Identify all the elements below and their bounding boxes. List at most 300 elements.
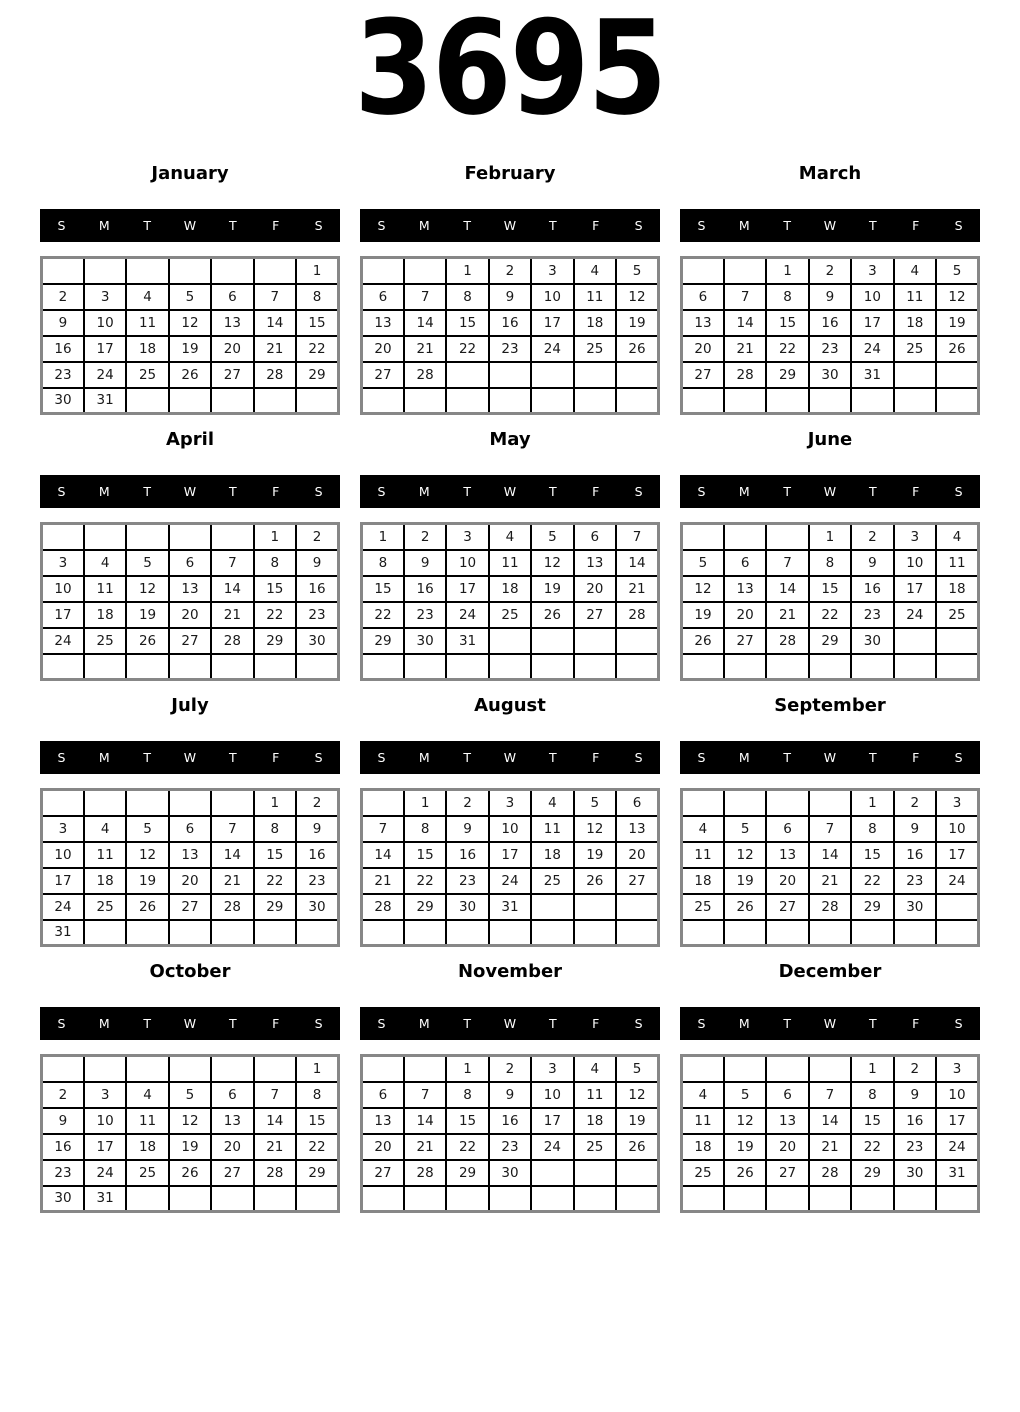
day-cell: 20: [211, 336, 253, 362]
day-cell: 9: [489, 284, 531, 310]
weekday-header: [360, 209, 660, 242]
day-cell: 17: [936, 842, 978, 868]
month-days-body: [362, 790, 659, 946]
day-cell: 29: [766, 362, 808, 388]
day-cell: 19: [169, 1134, 211, 1160]
weekday-label: F: [272, 484, 280, 499]
day-cell: 28: [766, 628, 808, 654]
empty-day-cell: [169, 920, 211, 946]
weekday-label: W: [503, 218, 517, 233]
day-cell: 1: [254, 790, 296, 816]
day-cell: 10: [84, 1108, 126, 1134]
month-block-august: [360, 696, 660, 947]
day-cell: 5: [126, 550, 168, 576]
weekday-label: S: [697, 1016, 706, 1031]
day-cell: 3: [489, 790, 531, 816]
day-cell: 20: [211, 1134, 253, 1160]
weekday-label: S: [697, 218, 706, 233]
day-cell: 9: [894, 816, 936, 842]
day-cell: 24: [84, 1160, 126, 1186]
week-row: [362, 790, 659, 816]
week-row: [682, 868, 979, 894]
day-cell: 26: [724, 1160, 766, 1186]
day-cell: 22: [296, 1134, 338, 1160]
day-cell: 20: [574, 576, 616, 602]
empty-day-cell: [766, 654, 808, 680]
weekday-label: F: [272, 1016, 280, 1031]
empty-day-cell: [169, 654, 211, 680]
empty-day-cell: [936, 920, 978, 946]
day-cell: 16: [296, 842, 338, 868]
weekday-label: T: [869, 750, 877, 765]
day-cell: 8: [766, 284, 808, 310]
empty-day-cell: [894, 388, 936, 414]
weekday-label: W: [503, 484, 517, 499]
day-cell: 9: [404, 550, 446, 576]
day-cell: 23: [42, 362, 84, 388]
day-cell: 15: [851, 1108, 893, 1134]
day-cell: 25: [936, 602, 978, 628]
day-cell: 21: [766, 602, 808, 628]
empty-day-cell: [766, 388, 808, 414]
day-cell: 11: [489, 550, 531, 576]
empty-day-cell: [616, 654, 658, 680]
week-row: [42, 628, 339, 654]
week-row: [42, 654, 339, 680]
day-cell: 11: [126, 310, 168, 336]
day-cell: 4: [489, 524, 531, 550]
day-cell: 31: [851, 362, 893, 388]
day-cell: 31: [84, 1186, 126, 1212]
day-cell: 13: [574, 550, 616, 576]
empty-day-cell: [254, 654, 296, 680]
day-cell: 10: [489, 816, 531, 842]
day-cell: 6: [362, 284, 404, 310]
day-cell: 12: [724, 1108, 766, 1134]
day-cell: 15: [254, 576, 296, 602]
day-cell: 15: [446, 1108, 488, 1134]
day-cell: 12: [574, 816, 616, 842]
weekday-label: S: [377, 218, 386, 233]
day-cell: 6: [574, 524, 616, 550]
empty-day-cell: [211, 1056, 253, 1082]
weekday-header: [40, 741, 340, 774]
day-cell: 29: [851, 1160, 893, 1186]
month-title: July: [171, 695, 209, 716]
day-cell: 2: [42, 284, 84, 310]
empty-day-cell: [126, 388, 168, 414]
day-cell: 22: [446, 336, 488, 362]
day-cell: 7: [404, 284, 446, 310]
empty-day-cell: [724, 388, 766, 414]
day-cell: 1: [851, 1056, 893, 1082]
week-row: [682, 524, 979, 550]
day-cell: 16: [296, 576, 338, 602]
empty-day-cell: [574, 388, 616, 414]
weekday-label: M: [738, 218, 750, 233]
day-cell: 23: [404, 602, 446, 628]
month-days-body: [682, 1056, 979, 1212]
weekday-label: W: [823, 484, 837, 499]
day-cell: 4: [84, 550, 126, 576]
weekday-label: F: [272, 218, 280, 233]
day-cell: 21: [809, 868, 851, 894]
month-block-january: [40, 164, 340, 415]
day-cell: 22: [254, 868, 296, 894]
week-row: [682, 602, 979, 628]
day-cell: 10: [531, 1082, 573, 1108]
day-cell: 23: [809, 336, 851, 362]
weekday-label: M: [738, 750, 750, 765]
empty-day-cell: [616, 628, 658, 654]
months-grid: [0, 164, 1020, 1228]
week-row: [682, 842, 979, 868]
day-cell: 14: [254, 310, 296, 336]
day-cell: 8: [851, 1082, 893, 1108]
day-cell: 12: [126, 842, 168, 868]
week-row: [362, 1160, 659, 1186]
month-title: November: [457, 961, 563, 982]
weekday-label: S: [57, 484, 66, 499]
weekday-label: M: [98, 218, 110, 233]
day-cell: 6: [766, 1082, 808, 1108]
day-cell: 8: [296, 284, 338, 310]
day-cell: 26: [169, 1160, 211, 1186]
day-cell: 21: [254, 1134, 296, 1160]
day-cell: 13: [724, 576, 766, 602]
empty-day-cell: [724, 524, 766, 550]
day-cell: 18: [84, 868, 126, 894]
day-cell: 21: [404, 1134, 446, 1160]
weekday-label: S: [634, 750, 643, 765]
day-cell: 4: [894, 258, 936, 284]
empty-day-cell: [446, 362, 488, 388]
month-days-body: [362, 524, 659, 680]
day-cell: 17: [531, 1108, 573, 1134]
day-cell: 15: [446, 310, 488, 336]
empty-day-cell: [362, 388, 404, 414]
day-cell: 18: [84, 602, 126, 628]
month-title: August: [474, 695, 546, 716]
day-cell: 23: [296, 602, 338, 628]
day-cell: 17: [446, 576, 488, 602]
weekday-label: T: [549, 1016, 557, 1031]
day-cell: 16: [446, 842, 488, 868]
week-row: [362, 576, 659, 602]
weekday-label: S: [314, 484, 323, 499]
empty-day-cell: [766, 524, 808, 550]
month-block-march: [680, 164, 980, 415]
weekday-label: W: [183, 218, 197, 233]
day-cell: 14: [404, 310, 446, 336]
day-cell: 21: [724, 336, 766, 362]
day-cell: 24: [446, 602, 488, 628]
week-row: [362, 1108, 659, 1134]
day-cell: 22: [446, 1134, 488, 1160]
week-row: [682, 790, 979, 816]
day-cell: 3: [531, 258, 573, 284]
day-cell: 6: [616, 790, 658, 816]
day-cell: 10: [894, 550, 936, 576]
day-cell: 18: [126, 1134, 168, 1160]
empty-day-cell: [404, 1186, 446, 1212]
empty-day-cell: [574, 628, 616, 654]
empty-day-cell: [682, 258, 724, 284]
weekday-label: S: [634, 218, 643, 233]
day-cell: 24: [42, 894, 84, 920]
week-row: [42, 362, 339, 388]
month-days-table: [40, 788, 340, 947]
day-cell: 12: [616, 284, 658, 310]
empty-day-cell: [936, 388, 978, 414]
day-cell: 23: [851, 602, 893, 628]
month-block-december: [680, 962, 980, 1213]
day-cell: 11: [682, 842, 724, 868]
day-cell: 13: [169, 842, 211, 868]
week-row: [362, 1134, 659, 1160]
empty-day-cell: [936, 654, 978, 680]
month-days-body: [682, 258, 979, 414]
empty-day-cell: [894, 362, 936, 388]
day-cell: 18: [682, 1134, 724, 1160]
day-cell: 26: [724, 894, 766, 920]
weekday-label: T: [229, 750, 237, 765]
empty-day-cell: [211, 388, 253, 414]
day-cell: 21: [211, 602, 253, 628]
month-days-table: [360, 522, 660, 681]
weekday-label: T: [549, 218, 557, 233]
weekday-label: W: [503, 750, 517, 765]
day-cell: 18: [489, 576, 531, 602]
empty-day-cell: [809, 920, 851, 946]
empty-day-cell: [724, 1056, 766, 1082]
empty-day-cell: [531, 654, 573, 680]
empty-day-cell: [682, 654, 724, 680]
weekday-header: [680, 209, 980, 242]
day-cell: 23: [489, 336, 531, 362]
empty-day-cell: [531, 894, 573, 920]
month-days-body: [362, 1056, 659, 1212]
weekday-header: [680, 741, 980, 774]
day-cell: 30: [404, 628, 446, 654]
day-cell: 1: [296, 1056, 338, 1082]
day-cell: 7: [766, 550, 808, 576]
day-cell: 25: [489, 602, 531, 628]
day-cell: 5: [682, 550, 724, 576]
week-row: [362, 388, 659, 414]
day-cell: 5: [169, 1082, 211, 1108]
weekday-label: F: [912, 750, 920, 765]
empty-day-cell: [809, 654, 851, 680]
week-row: [682, 336, 979, 362]
empty-day-cell: [254, 388, 296, 414]
day-cell: 27: [211, 1160, 253, 1186]
week-row: [682, 894, 979, 920]
day-cell: 30: [851, 628, 893, 654]
empty-day-cell: [531, 1186, 573, 1212]
day-cell: 17: [894, 576, 936, 602]
week-row: [42, 310, 339, 336]
day-cell: 6: [724, 550, 766, 576]
day-cell: 19: [169, 336, 211, 362]
month-block-november: [360, 962, 660, 1213]
day-cell: 28: [211, 628, 253, 654]
day-cell: 15: [362, 576, 404, 602]
month-days-body: [682, 524, 979, 680]
day-cell: 5: [724, 1082, 766, 1108]
weekday-header: [40, 1007, 340, 1040]
week-row: [682, 576, 979, 602]
week-row: [682, 284, 979, 310]
day-cell: 16: [404, 576, 446, 602]
day-cell: 16: [42, 336, 84, 362]
day-cell: 11: [682, 1108, 724, 1134]
day-cell: 15: [404, 842, 446, 868]
day-cell: 17: [531, 310, 573, 336]
empty-day-cell: [531, 1160, 573, 1186]
empty-day-cell: [169, 790, 211, 816]
empty-day-cell: [42, 1056, 84, 1082]
month-days-body: [682, 790, 979, 946]
weekday-label: T: [869, 484, 877, 499]
empty-day-cell: [809, 790, 851, 816]
day-cell: 7: [724, 284, 766, 310]
day-cell: 25: [84, 628, 126, 654]
day-cell: 12: [936, 284, 978, 310]
day-cell: 3: [531, 1056, 573, 1082]
day-cell: 6: [169, 816, 211, 842]
week-row: [682, 1108, 979, 1134]
day-cell: 22: [851, 868, 893, 894]
week-row: [362, 362, 659, 388]
day-cell: 7: [809, 816, 851, 842]
empty-day-cell: [211, 524, 253, 550]
empty-day-cell: [211, 1186, 253, 1212]
day-cell: 10: [42, 842, 84, 868]
week-row: [362, 1082, 659, 1108]
month-days-table: [680, 256, 980, 415]
day-cell: 30: [894, 894, 936, 920]
day-cell: 27: [362, 362, 404, 388]
empty-day-cell: [446, 388, 488, 414]
day-cell: 25: [126, 1160, 168, 1186]
day-cell: 3: [894, 524, 936, 550]
month-title: September: [774, 695, 886, 716]
day-cell: 29: [851, 894, 893, 920]
day-cell: 3: [446, 524, 488, 550]
week-row: [42, 1082, 339, 1108]
week-row: [362, 336, 659, 362]
empty-day-cell: [851, 1186, 893, 1212]
day-cell: 4: [84, 816, 126, 842]
week-row: [42, 388, 339, 414]
week-row: [682, 1134, 979, 1160]
day-cell: 24: [489, 868, 531, 894]
day-cell: 24: [531, 336, 573, 362]
day-cell: 4: [936, 524, 978, 550]
month-days-table: [680, 1054, 980, 1213]
empty-day-cell: [489, 1186, 531, 1212]
empty-day-cell: [936, 362, 978, 388]
day-cell: 25: [574, 1134, 616, 1160]
day-cell: 10: [84, 310, 126, 336]
day-cell: 29: [446, 1160, 488, 1186]
day-cell: 20: [766, 1134, 808, 1160]
day-cell: 13: [362, 310, 404, 336]
empty-day-cell: [682, 1186, 724, 1212]
empty-day-cell: [682, 1056, 724, 1082]
weekday-header: [360, 475, 660, 508]
day-cell: 29: [254, 628, 296, 654]
empty-day-cell: [936, 628, 978, 654]
day-cell: 26: [574, 868, 616, 894]
day-cell: 28: [362, 894, 404, 920]
day-cell: 12: [169, 310, 211, 336]
day-cell: 19: [724, 868, 766, 894]
empty-day-cell: [84, 790, 126, 816]
week-row: [682, 654, 979, 680]
month-days-table: [40, 1054, 340, 1213]
day-cell: 3: [84, 284, 126, 310]
day-cell: 28: [404, 1160, 446, 1186]
day-cell: 4: [682, 1082, 724, 1108]
day-cell: 22: [296, 336, 338, 362]
day-cell: 4: [574, 258, 616, 284]
weekday-label: S: [954, 750, 963, 765]
day-cell: 19: [616, 1108, 658, 1134]
weekday-label: T: [783, 484, 791, 499]
day-cell: 25: [531, 868, 573, 894]
empty-day-cell: [574, 362, 616, 388]
day-cell: 1: [404, 790, 446, 816]
day-cell: 23: [296, 868, 338, 894]
day-cell: 27: [724, 628, 766, 654]
day-cell: 12: [682, 576, 724, 602]
empty-day-cell: [254, 258, 296, 284]
day-cell: 21: [404, 336, 446, 362]
week-row: [42, 1056, 339, 1082]
day-cell: 19: [936, 310, 978, 336]
empty-day-cell: [169, 258, 211, 284]
day-cell: 4: [126, 284, 168, 310]
day-cell: 16: [809, 310, 851, 336]
empty-day-cell: [616, 1160, 658, 1186]
day-cell: 1: [766, 258, 808, 284]
day-cell: 7: [809, 1082, 851, 1108]
day-cell: 6: [362, 1082, 404, 1108]
day-cell: 27: [766, 1160, 808, 1186]
empty-day-cell: [574, 894, 616, 920]
month-days-table: [360, 1054, 660, 1213]
day-cell: 2: [404, 524, 446, 550]
day-cell: 10: [531, 284, 573, 310]
day-cell: 23: [894, 1134, 936, 1160]
empty-day-cell: [531, 362, 573, 388]
day-cell: 28: [809, 894, 851, 920]
day-cell: 28: [404, 362, 446, 388]
day-cell: 19: [724, 1134, 766, 1160]
day-cell: 24: [936, 868, 978, 894]
day-cell: 14: [254, 1108, 296, 1134]
weekday-label: S: [954, 218, 963, 233]
day-cell: 7: [254, 1082, 296, 1108]
day-cell: 8: [404, 816, 446, 842]
empty-day-cell: [851, 920, 893, 946]
day-cell: 3: [84, 1082, 126, 1108]
day-cell: 1: [446, 1056, 488, 1082]
weekday-label: M: [418, 218, 430, 233]
day-cell: 14: [809, 1108, 851, 1134]
